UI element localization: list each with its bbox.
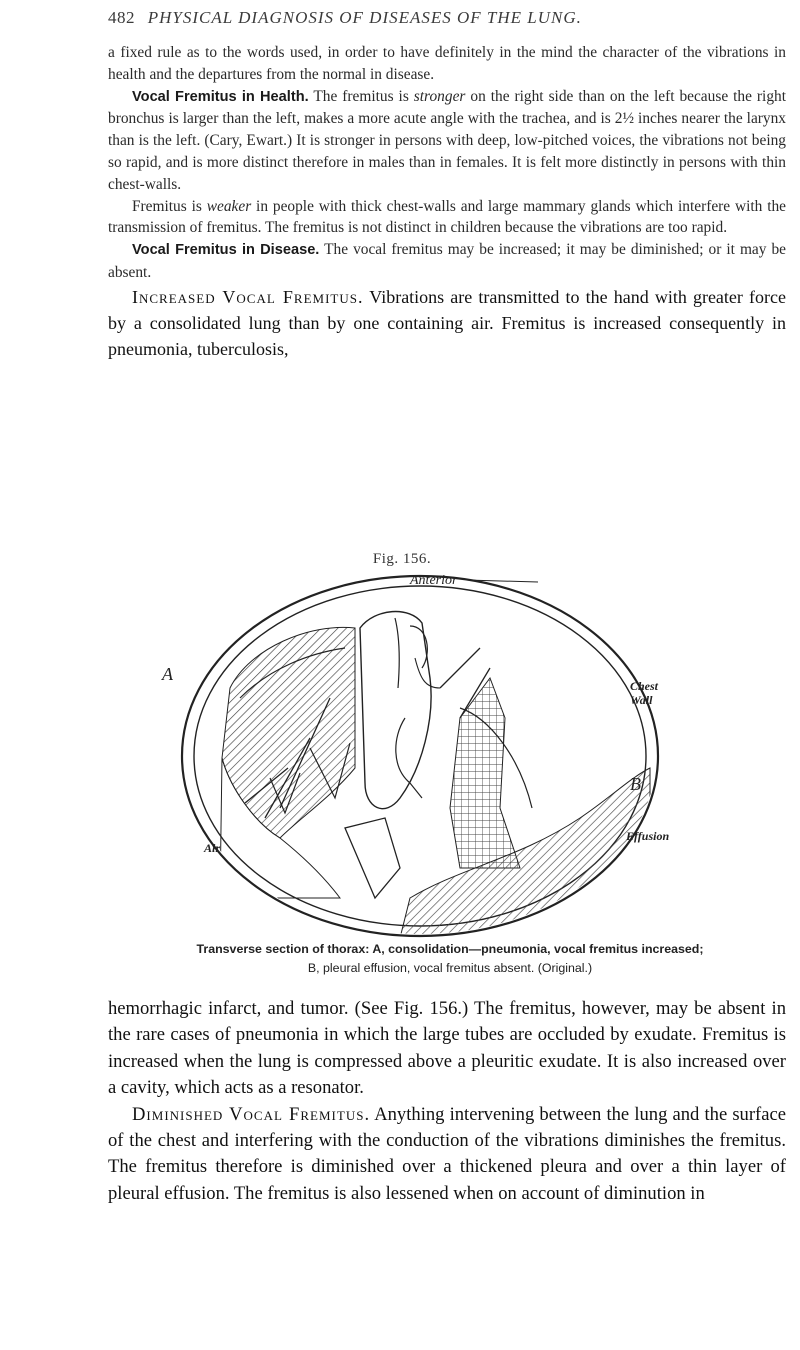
right-lung-grid: [450, 678, 520, 868]
emphasis-weaker: weaker: [206, 197, 252, 215]
paragraph-fremitus-disease: [108, 239, 786, 284]
paragraph-increased-fremitus: [108, 284, 786, 362]
label-chest: [630, 679, 661, 707]
text-run: Anything intervening between the lung and the surface of the chest and interfering with the conduction of the vibrations diminishes the fremitus. The fremitus therefore is diminished over a thickened pleura and over a thin layer of pleural effusion. The fremitus is also lessened when on account of diminution in: [108, 1103, 786, 1204]
label-a: A: [162, 664, 173, 684]
label-effusion: Effusion: [626, 829, 670, 843]
effusion-region: [400, 768, 650, 938]
label-anterior: Anterior: [410, 573, 458, 588]
heart-outline: [360, 612, 431, 809]
paragraph-continuation: a fixed rule as to the words used, in order to have definitely in the mind the character of the vibrations in health and the departures from the normal in disease.: [108, 44, 786, 83]
text-run: The fremitus is: [308, 87, 414, 105]
paragraph-continued: hemorrhagic infarct, and tumor. (See Fig. 156.) The fremitus, however, may be absent in the rare cases of pneumonia in which the large tubes are occluded by exudate. Fremitus is increased when the lung is compressed above a pleuritic exudate. It is also increased over a cavity, which acts as a resonator.: [108, 998, 786, 1099]
emphasis-stronger: stronger: [413, 87, 466, 105]
label-chest-line2: Wall: [630, 693, 653, 707]
text-run: Fremitus is: [132, 197, 207, 215]
heading-fremitus-health: Vocal Fremitus in Health.: [132, 88, 309, 105]
figure-caption: [110, 940, 790, 977]
paragraph-diminished-fremitus: [108, 1102, 786, 1208]
spine-outline: [345, 818, 400, 898]
text-run: in people with thick chest-walls and large mammary glands which interfere with the transmission of fremitus. The fremitus is not distinct in children because the vibrations are too rapid.: [108, 197, 787, 237]
caption-line-1: Transverse section of thorax: A, consolidation—pneumonia, vocal fremitus increased;: [196, 942, 704, 956]
thorax-section-figure: [160, 568, 680, 938]
consolidated-lung-region: [222, 627, 355, 838]
page-number: 482: [108, 8, 135, 27]
heading-increased-fremitus: Increased Vocal Fremitus.: [132, 286, 364, 307]
label-chest-line1: Chest: [630, 679, 659, 693]
running-head: [108, 8, 708, 28]
caption-line-2: B, pleural effusion, vocal fremitus absent. (Original.): [307, 960, 593, 975]
text-run: on the right side than on the left because the right bronchus is larger than the left, makes a more acute angle with the trachea, and is 2½ inches nearer the larynx than is the left. (Cary, Ewart.) It is stronger in persons with deep, low-pitched voices, the vibrations not being so rapid, and is more distinct therefore in males than in females. It is felt more distinctly in persons with thin chest-walls.: [108, 87, 786, 193]
label-b: B: [630, 774, 641, 794]
heading-diminished-fremitus: Diminished Vocal Fremitus.: [132, 1103, 371, 1125]
text-run: Vibrations are transmitted to the hand with greater force by a consolidated lung than by one containing air. Fremitus is increased consequently in pneumonia, tuberculosis,: [108, 286, 786, 359]
lower-text-block: [108, 996, 786, 1207]
upper-text-block: [108, 42, 786, 362]
running-title: PHYSICAL DIAGNOSIS OF DISEASES OF THE LUNG.: [147, 8, 582, 27]
paragraph-fremitus-weaker: [108, 196, 786, 240]
figure-number: Fig. 156.: [372, 551, 432, 567]
paragraph-fremitus-health: [108, 86, 786, 196]
label-air: Air: [204, 841, 221, 855]
text-run: The vocal fremitus may be increased; it may be diminished; or it may be absent.: [108, 241, 786, 281]
heading-fremitus-disease: Vocal Fremitus in Disease.: [132, 242, 320, 259]
